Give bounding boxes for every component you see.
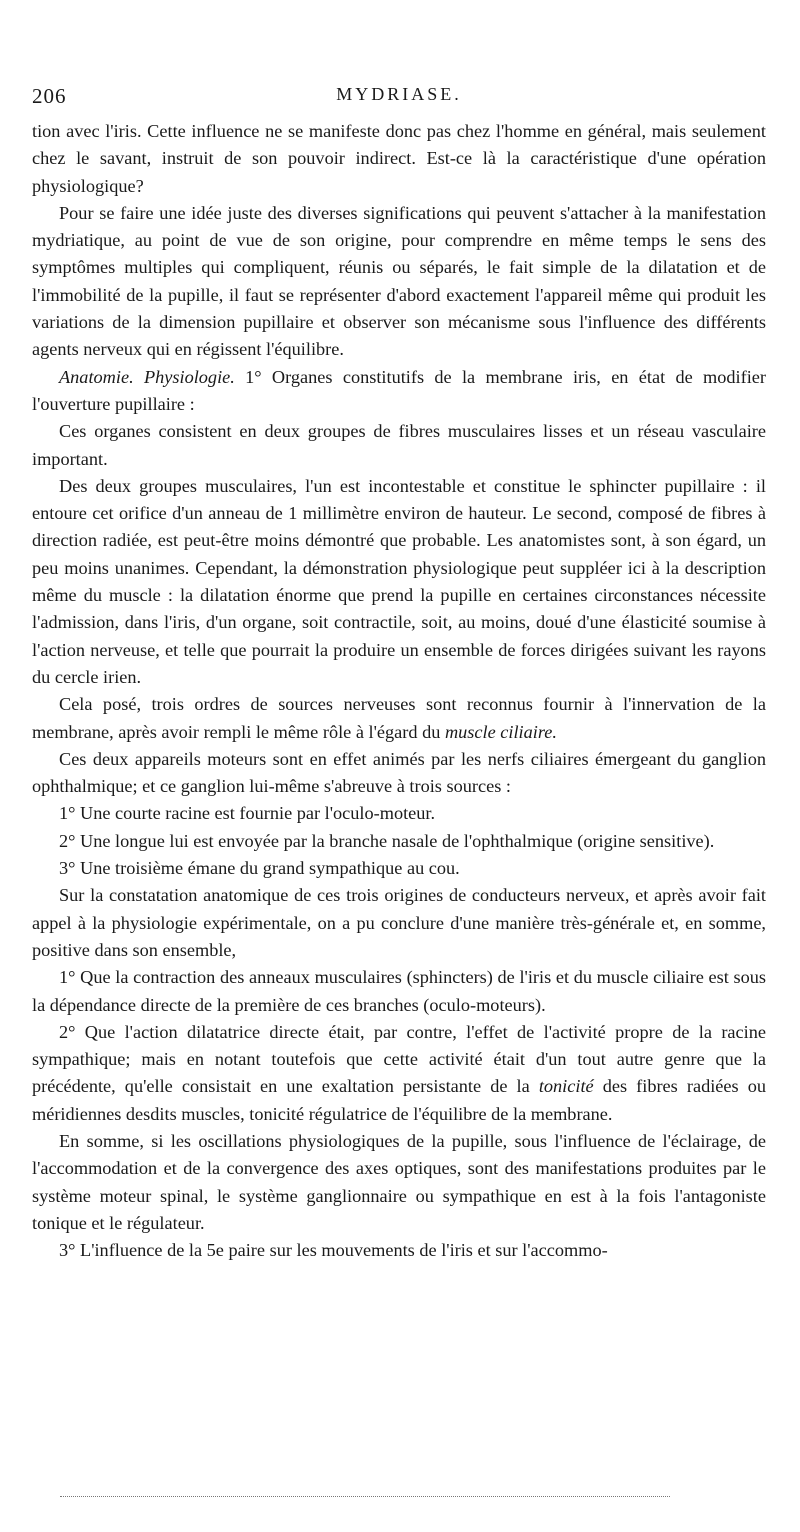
emphasis: muscle ciliaire. [444, 721, 557, 742]
paragraph [32, 364, 766, 419]
list-item: 1° Que la contraction des anneaux musculaires (sphincters) de l'iris et du muscle ciliaire est sous la dépendance directe de la première de ces branches (oculo-moteurs). [32, 967, 766, 1015]
list-item [32, 1019, 766, 1128]
section-heading: Anatomie. Physiologie. [59, 366, 235, 387]
paragraph: Ces deux appareils moteurs sont en effet animés par les nerfs ciliaires émergeant du ganglion ophthalmique; et ce ganglion lui-même s'abreuve à trois sources : [32, 748, 766, 797]
list-item: 3° L'influence de la 5e paire sur les mouvements de l'iris et sur l'accommo- [59, 1240, 608, 1261]
list-item: 1° Une courte racine est fournie par l'oculo-moteur. [59, 803, 436, 824]
list-item: 3° Une troisième émane du grand sympathique au cou. [59, 858, 460, 879]
paragraph-text: Cela posé, trois ordres de sources nerveuses sont reconnus fournir à l'innervation de la membrane, après avoir rempli le même rôle à l'égard du [32, 694, 766, 742]
footer-rule [60, 1496, 670, 1497]
paragraph: En somme, si les oscillations physiologiques de la pupille, sous l'influence de l'éclairage, de l'accommodation et de la convergence des axes optiques, sont des manifestations produites par le système moteur spinal, le système ganglionnaire ou sympathique en est à la fois l'antagoniste tonique et le régulateur. [32, 1130, 766, 1233]
paragraph-text: des fibres radiées ou méridiennes desdits muscles, tonicité régulatrice de l'équilibre de la membrane. [32, 1076, 766, 1124]
list-item: 2° Une longue lui est envoyée par la branche nasale de l'ophthalmique (origine sensitive). [59, 830, 715, 851]
paragraph: Ces organes consistent en deux groupes de fibres musculaires lisses et un réseau vasculaire important. [32, 421, 766, 469]
paragraph [32, 691, 766, 746]
emphasis: tonicité [538, 1076, 594, 1097]
paragraph: tion avec l'iris. Cette influence ne se manifeste donc pas chez l'homme en général, mais seulement chez le savant, instruit de son pouvoir indirect. Est-ce là la caractéristique d'une opération physiologique? [32, 121, 766, 196]
paragraph: Pour se faire une idée juste des diverses significations qui peuvent s'attacher à la manifestation mydriatique, au point de vue de son origine, pour comprendre en même temps le sens des symptômes multiples qui compliquent, réunis ou séparés, le fait simple de la dilatation et de l'immobilité de la pupille, il faut se représenter d'abord exactement l'appareil même qui produit les variations de la dimension pupillaire et observer son mécanisme sous l'influence des différents agents nerveux qui en régissent l'équilibre. [32, 202, 766, 360]
running-head: MYDRIASE. [336, 84, 462, 104]
page-number: 206 [32, 84, 67, 108]
page-header [32, 84, 766, 118]
paragraph-text: 2° Que l'action dilatatrice directe était, par contre, l'effet de l'activité propre de la racine sympathique; mais en notant toutefois que cette activité était d'un tout autre genre que la précédente, qu'elle consistait en une exaltation persistante de la [32, 1021, 766, 1097]
paragraph: Des deux groupes musculaires, l'un est incontestable et constitue le sphincter pupillaire : il entoure cet orifice d'un anneau de 1 millimètre environ de hauteur. Le second, composé de fibres à direction radiée, est peut-être moins démontré que probable. Les anatomistes sont, à son égard, un peu moins unanimes. Cependant, la démonstration physiologique peut suppléer ici à la description même du muscle : la dilatation énorme que prend la pupille en certaines circonstances nécessite l'admission, dans l'iris, d'un organe, soit contractile, soit, au moins, doué d'une élasticité soumise à l'action nerveuse, et telle que pourrait la produire un ensemble de forces dirigées suivant les rayons du cercle irien. [32, 475, 766, 687]
body-text [32, 118, 766, 1264]
paragraph-text: 1° Organes constitutifs de la membrane iris, en état de modifier l'ouverture pupillaire : [32, 366, 766, 414]
paragraph: Sur la constatation anatomique de ces trois origines de conducteurs nerveux, et après avoir fait appel à la physiologie expérimentale, on a pu conclure d'une manière très-générale et, en somme, positive dans son ensemble, [32, 885, 766, 960]
